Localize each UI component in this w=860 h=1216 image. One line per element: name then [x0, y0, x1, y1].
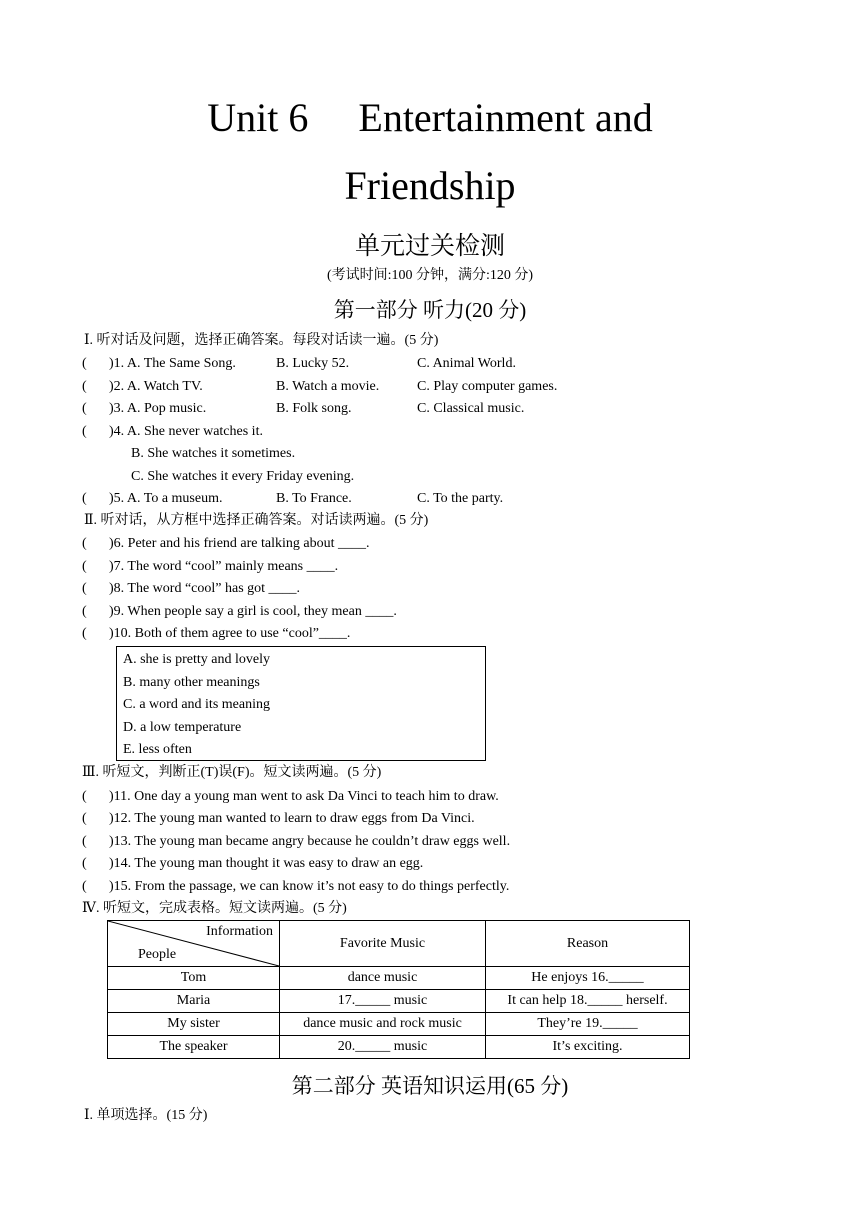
part1-title: 第一部分 听力(20 分) [333, 298, 527, 322]
part2-section1-heading: Ⅰ. 单项选择。(15 分) [84, 1108, 208, 1123]
question-text: )10. Both of them agree to use “cool”____. [109, 626, 351, 641]
exam-info: (考试时间:100 分钟，满分:120 分) [326, 268, 534, 283]
option-b: B. many other meanings [123, 674, 260, 690]
question-10 [82, 625, 351, 643]
question-11 [82, 788, 499, 806]
question-2 [82, 378, 558, 396]
question-13 [82, 833, 511, 851]
question-text: )3. A. Pop music. [109, 401, 207, 416]
section4-heading: Ⅳ. 听短文，完成表格。短文读两遍。(5 分) [82, 901, 347, 916]
cell-music: 17._____ music [280, 990, 486, 1013]
option-c: C. To the party. [417, 491, 504, 506]
option-b: B. To France. [276, 491, 352, 506]
question-8 [82, 580, 301, 598]
question-1 [82, 355, 516, 373]
option-c: C. a word and its meaning [123, 697, 270, 713]
header-reason: Reason [486, 921, 690, 967]
header-favorite-music: Favorite Music [280, 921, 486, 967]
table-row [108, 967, 690, 990]
corner-bottom-label: People [138, 947, 177, 962]
answer-blank[interactable]: ( [82, 626, 87, 641]
question-text: )6. Peter and his friend are talking about ____. [109, 536, 370, 551]
question-7 [82, 558, 339, 576]
option-b: B. Watch a movie. [276, 379, 380, 394]
question-text: )7. The word “cool” mainly means ____. [109, 559, 339, 574]
answer-blank[interactable]: ( [82, 401, 87, 416]
question-text: )12. The young man wanted to learn to draw eggs from Da Vinci. [109, 811, 475, 826]
question-14 [82, 855, 424, 873]
answer-blank[interactable]: ( [82, 424, 87, 439]
options-box [116, 646, 486, 761]
option-b: B. Lucky 52. [276, 356, 350, 371]
option-d: D. a low temperature [123, 719, 242, 735]
answer-blank[interactable]: ( [82, 811, 87, 826]
corner-top-label: Information [206, 924, 273, 939]
table-row [108, 1036, 690, 1059]
answer-blank[interactable]: ( [82, 856, 87, 871]
cell-music: dance music and rock music [280, 1013, 486, 1036]
question-text: )8. The word “cool” has got ____. [109, 581, 301, 596]
answer-blank[interactable]: ( [82, 379, 87, 394]
question-5 [82, 490, 504, 508]
question-9 [82, 603, 397, 621]
unit-title-line2: Friendship [344, 163, 516, 208]
question-4 [82, 423, 263, 441]
question-text: )1. A. The Same Song. [109, 356, 236, 371]
question-text: )4. A. She never watches it. [109, 424, 263, 439]
section2-heading: Ⅱ. 听对话，从方框中选择正确答案。对话读两遍。(5 分) [84, 513, 429, 528]
table-row [108, 1013, 690, 1036]
table-row [108, 990, 690, 1013]
question-6 [82, 535, 370, 553]
question-4-option-b: B. She watches it sometimes. [131, 446, 296, 461]
cell-reason: It can help 18._____ herself. [486, 990, 690, 1013]
question-text: )15. From the passage, we can know it’s not easy to do things perfectly. [109, 879, 510, 894]
cell-music: 20._____ music [280, 1036, 486, 1059]
question-15 [82, 878, 510, 896]
option-b: B. Folk song. [276, 401, 352, 416]
cell-people: My sister [108, 1013, 280, 1036]
section3-heading: Ⅲ. 听短文，判断正(T)误(F)。短文读两遍。(5 分) [82, 765, 382, 780]
answer-blank[interactable]: ( [82, 789, 87, 804]
section1-heading: Ⅰ. 听对话及问题，选择正确答案。每段对话读一遍。(5 分) [84, 333, 439, 348]
music-table [107, 920, 690, 1059]
answer-blank[interactable]: ( [82, 834, 87, 849]
question-12 [82, 810, 475, 828]
cell-music: dance music [280, 967, 486, 990]
question-text: )11. One day a young man went to ask Da Vinci to teach him to draw. [109, 789, 499, 804]
option-a: A. she is pretty and lovely [123, 652, 270, 667]
answer-blank[interactable]: ( [82, 581, 87, 596]
cell-reason: He enjoys 16._____ [486, 967, 690, 990]
cell-reason: They’re 19._____ [486, 1013, 690, 1036]
option-c: C. Animal World. [417, 356, 516, 371]
question-text: )13. The young man became angry because he couldn’t draw eggs well. [109, 834, 511, 849]
answer-blank[interactable]: ( [82, 491, 87, 506]
test-subtitle: 单元过关检测 [354, 233, 505, 260]
part2-title: 第二部分 英语知识运用(65 分) [291, 1074, 569, 1098]
cell-people: Maria [108, 990, 280, 1013]
question-text: )2. A. Watch TV. [109, 379, 203, 394]
option-e: E. less often [123, 742, 192, 758]
option-c: C. Play computer games. [417, 379, 558, 394]
answer-blank[interactable]: ( [82, 559, 87, 574]
question-3 [82, 400, 525, 418]
unit-title-line1: Unit 6 Entertainment and [207, 95, 653, 140]
answer-blank[interactable]: ( [82, 356, 87, 371]
answer-blank[interactable]: ( [82, 604, 87, 619]
answer-blank[interactable]: ( [82, 536, 87, 551]
question-text: )14. The young man thought it was easy to draw an egg. [109, 856, 424, 871]
cell-reason: It’s exciting. [486, 1036, 690, 1059]
table-header-row [108, 921, 690, 967]
cell-people: The speaker [108, 1036, 280, 1059]
answer-blank[interactable]: ( [82, 879, 87, 894]
option-c: C. Classical music. [417, 401, 525, 416]
question-4-option-c: C. She watches it every Friday evening. [131, 469, 355, 484]
cell-people: Tom [108, 967, 280, 990]
question-text: )9. When people say a girl is cool, they mean ____. [109, 604, 397, 619]
corner-cell [108, 921, 280, 967]
question-text: )5. A. To a museum. [109, 491, 223, 506]
